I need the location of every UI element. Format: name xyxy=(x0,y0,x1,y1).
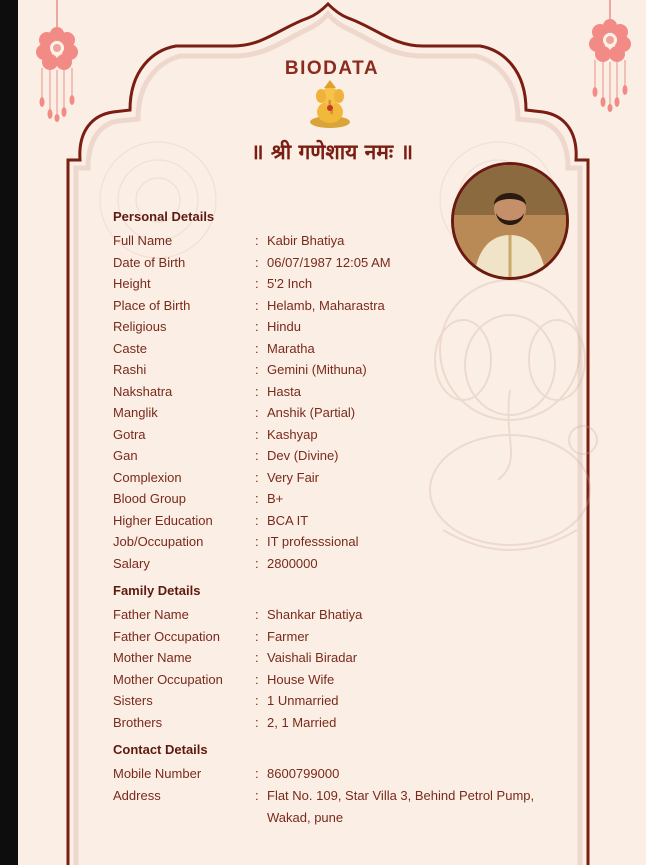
detail-label: Gotra xyxy=(113,426,146,442)
detail-label: Brothers xyxy=(113,714,163,730)
detail-value: 2800000 xyxy=(267,555,318,571)
detail-separator: : xyxy=(255,512,259,528)
detail-row xyxy=(113,338,573,360)
detail-label: Rashi xyxy=(113,362,147,377)
detail-value: Kashyap xyxy=(267,426,318,442)
detail-value: Kabir Bhatiya xyxy=(267,233,345,248)
detail-separator: : xyxy=(255,319,259,334)
detail-value: Gemini (Mithuna) xyxy=(267,362,367,377)
detail-row xyxy=(113,424,573,446)
detail-value: House Wife xyxy=(267,671,335,687)
detail-row xyxy=(113,604,573,626)
detail-label: Address xyxy=(113,787,161,803)
detail-row xyxy=(113,273,573,295)
detail-label: Nakshatra xyxy=(113,383,173,399)
detail-separator: : xyxy=(255,766,259,781)
detail-value: 06/07/1987 12:05 AM xyxy=(267,254,391,270)
detail-label: Complexion xyxy=(113,469,182,485)
detail-separator: : xyxy=(255,276,259,291)
detail-label: Job/Occupation xyxy=(113,534,204,549)
detail-separator: : xyxy=(255,426,259,442)
detail-separator: : xyxy=(255,383,259,399)
detail-row xyxy=(113,295,573,317)
detail-value: Farmer xyxy=(267,628,309,644)
detail-row xyxy=(113,381,573,403)
detail-value: 1 Unmarried xyxy=(267,693,339,708)
detail-value: IT professsional xyxy=(267,534,359,549)
detail-separator: : xyxy=(255,534,259,549)
detail-label: Date of Birth xyxy=(113,254,186,270)
detail-separator: : xyxy=(255,628,259,644)
detail-row xyxy=(113,669,573,691)
detail-separator: : xyxy=(255,671,259,687)
detail-row xyxy=(113,402,573,424)
detail-row xyxy=(113,647,573,669)
detail-row xyxy=(113,626,573,648)
detail-value: BCA IT xyxy=(267,512,309,528)
detail-value: 2, 1 Married xyxy=(267,714,337,730)
detail-label: Sisters xyxy=(113,693,153,708)
detail-value: Flat No. 109, Star Villa 3, Behind Petrol Pump, Wakad, pune xyxy=(267,787,535,825)
detail-row xyxy=(113,316,573,338)
detail-value: Dev (Divine) xyxy=(267,448,339,463)
detail-label: Religious xyxy=(113,319,167,334)
detail-separator: : xyxy=(255,607,259,622)
detail-row xyxy=(113,252,573,274)
detail-label: Blood Group xyxy=(113,491,186,506)
detail-separator: : xyxy=(255,555,259,571)
page-title: BIODATA xyxy=(284,58,380,79)
detail-label: Full Name xyxy=(113,233,173,248)
section-heading: Contact Details xyxy=(113,742,208,757)
detail-row xyxy=(113,785,573,829)
detail-value: Shankar Bhatiya xyxy=(267,607,363,622)
detail-label: Father Occupation xyxy=(113,628,220,644)
detail-label: Height xyxy=(113,276,151,291)
detail-row xyxy=(113,553,573,575)
detail-separator: : xyxy=(255,650,259,665)
detail-separator: : xyxy=(255,693,259,708)
detail-row xyxy=(113,359,573,381)
detail-value: Hindu xyxy=(267,319,301,334)
detail-row xyxy=(113,230,573,252)
detail-separator: : xyxy=(255,491,259,506)
detail-separator: : xyxy=(255,297,259,313)
biodata-details xyxy=(113,206,573,829)
detail-label: Mobile Number xyxy=(113,766,202,781)
detail-value: Maratha xyxy=(267,340,315,356)
detail-label: Mother Name xyxy=(113,650,192,665)
detail-label: Caste xyxy=(113,340,147,356)
detail-separator: : xyxy=(255,405,259,420)
section-heading: Family Details xyxy=(113,583,201,598)
detail-row xyxy=(113,763,573,785)
detail-label: Manglik xyxy=(113,405,158,420)
section-heading: Personal Details xyxy=(113,209,215,224)
detail-separator: : xyxy=(255,448,259,463)
detail-separator: : xyxy=(255,787,259,803)
detail-value: Hasta xyxy=(267,383,301,399)
detail-separator: : xyxy=(255,714,259,730)
detail-separator: : xyxy=(255,340,259,356)
detail-label: Salary xyxy=(113,555,150,571)
detail-value: Very Fair xyxy=(267,469,320,485)
detail-label: Gan xyxy=(113,448,138,463)
ganesha-icon xyxy=(308,78,352,130)
detail-label: Place of Birth xyxy=(113,297,191,313)
detail-separator: : xyxy=(255,469,259,485)
detail-row xyxy=(113,510,573,532)
detail-label: Higher Education xyxy=(113,512,213,528)
detail-row xyxy=(113,488,573,510)
biodata-sheet xyxy=(18,0,646,865)
detail-separator: : xyxy=(255,254,259,270)
detail-separator: : xyxy=(255,362,259,377)
detail-value: Vaishali Biradar xyxy=(267,650,358,665)
detail-value: 8600799000 xyxy=(267,766,340,781)
detail-row xyxy=(113,445,573,467)
detail-row xyxy=(113,531,573,553)
detail-value: Anshik (Partial) xyxy=(267,405,356,420)
detail-value: B+ xyxy=(267,491,284,506)
detail-label: Mother Occupation xyxy=(113,671,223,687)
detail-separator: : xyxy=(255,233,259,248)
ganesh-mantra: ॥ श्री गणेशाय नमः ॥ xyxy=(250,140,414,164)
detail-row xyxy=(113,690,573,712)
detail-label: Father Name xyxy=(113,607,189,622)
detail-row xyxy=(113,712,573,734)
detail-value: 5'2 Inch xyxy=(267,276,313,291)
detail-value: Helamb, Maharastra xyxy=(267,297,385,313)
detail-row xyxy=(113,467,573,489)
